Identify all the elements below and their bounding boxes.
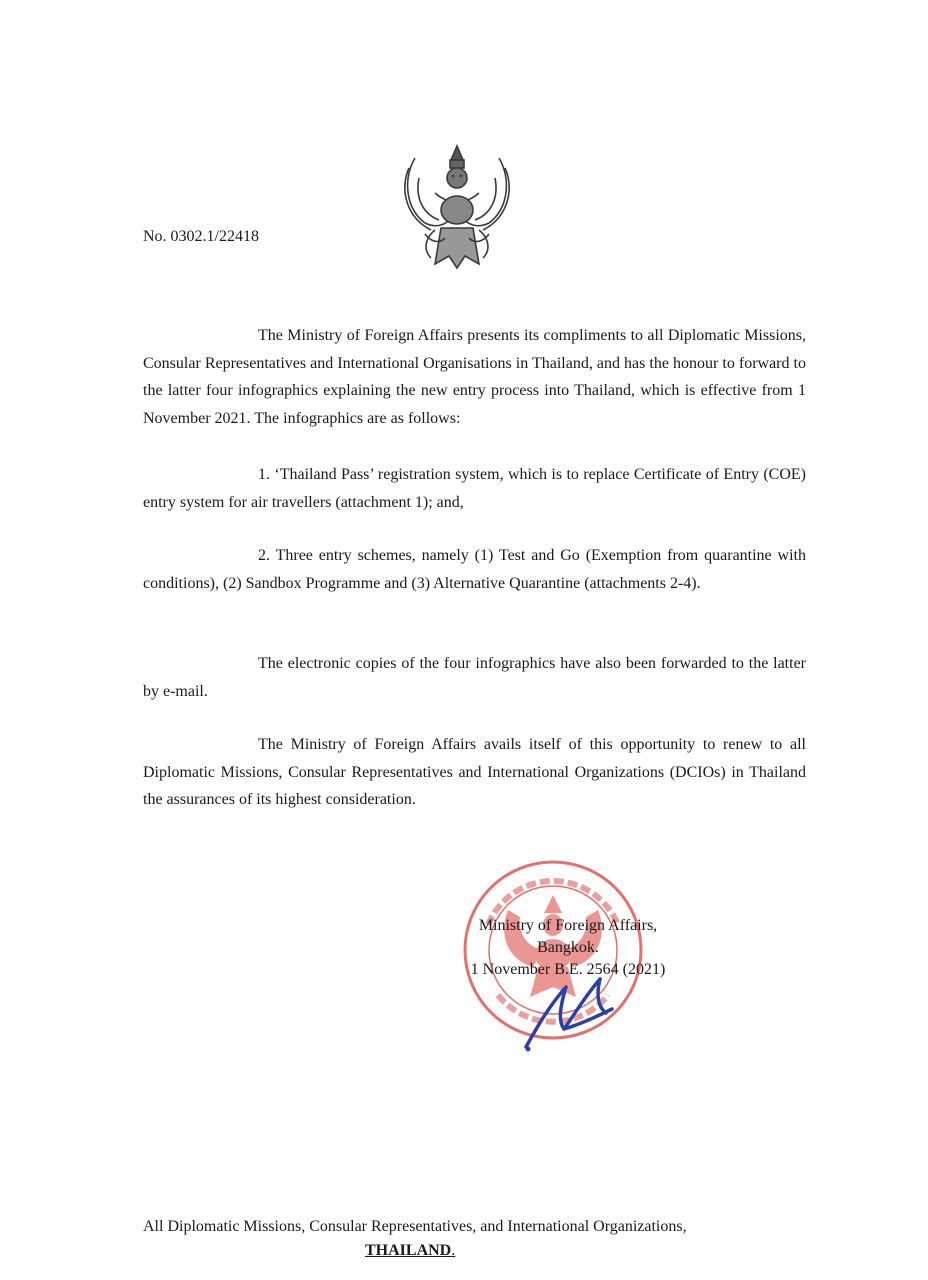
garuda-emblem-icon — [395, 138, 519, 272]
paragraph-text: 1. ‘Thailand Pass’ registration system, which is to replace Certificate of Entry (COE) entry system for air travellers (attachment 1); and, — [143, 466, 806, 511]
paragraph-text: The electronic copies of the four infographics have also been forwarded to the latter by e-mail. — [143, 655, 806, 700]
signature-date: 1 November B.E. 2564 (2021) — [470, 961, 666, 978]
signature-ministry: Ministry of Foreign Affairs, — [478, 917, 658, 934]
paragraph-closing — [143, 731, 806, 814]
paragraph-text: The Ministry of Foreign Affairs presents its compliments to all Diplomatic Missions, Consular Representatives and International Organisations in Thailand, and has the honour to forward to the latter four infographics explaining the new entry process into Thailand, which is effective from 1 November 2021. The infographics are as follows: — [143, 327, 806, 427]
addressee-block — [143, 1215, 687, 1263]
paragraph-text: The Ministry of Foreign Affairs avails itself of this opportunity to renew to all Diplomatic Missions, Consular Representatives and International Organizations (DCIOs) in Thailand the assurances of its highest consideration. — [143, 736, 806, 808]
handwritten-signature-icon — [508, 965, 648, 1055]
paragraph-compliments — [143, 322, 806, 432]
paragraph-item-1 — [143, 461, 806, 516]
addressee-country-suffix: . — [451, 1242, 456, 1259]
addressee-country-name: THAILAND — [365, 1242, 452, 1259]
signature-city: Bangkok. — [537, 939, 599, 956]
signature-area — [438, 855, 718, 1055]
paragraph-text: 2. Three entry schemes, namely (1) Test and Go (Exemption from quarantine with conditions), (2) Sandbox Programme and (3) Alternative Quarantine (attachments 2-4). — [143, 547, 806, 592]
paragraph-electronic-copies — [143, 650, 806, 705]
paragraph-item-2 — [143, 542, 806, 597]
document-number: No. 0302.1/22418 — [143, 228, 259, 245]
addressee-line: All Diplomatic Missions, Consular Representatives, and International Organizations, — [143, 1218, 687, 1235]
addressee-country — [365, 1239, 687, 1263]
